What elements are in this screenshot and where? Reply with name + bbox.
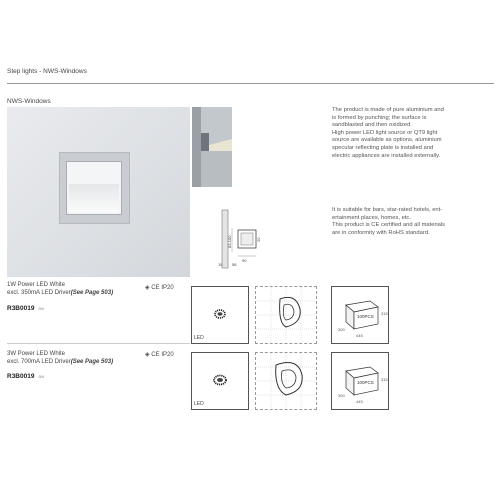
description-line: electric appliances are installed externally. — [332, 152, 441, 159]
diamond-icon: ◈ — [145, 352, 150, 358]
product-divider — [7, 343, 190, 344]
product-2-packaging — [331, 352, 389, 410]
box-dimension: 315 — [381, 311, 388, 316]
box-dimension: 300 — [338, 393, 345, 398]
product-code-suffix: aw — [38, 306, 45, 311]
product-2-led-view — [191, 352, 249, 410]
description-line: High power LED light source or QT9 light — [332, 129, 438, 136]
product-1-led-view — [191, 286, 249, 344]
section-title: NWS-Windows — [7, 98, 51, 105]
description-line: ertainment places, homes, etc. — [332, 214, 411, 221]
ce-mark-icon: CE — [151, 285, 160, 291]
dim-label: 15 — [218, 262, 223, 267]
ce-mark-icon: CE — [151, 352, 160, 358]
product-1-beam-diagram — [255, 286, 317, 344]
description-line: The product is made of pure aluminium and — [332, 107, 444, 113]
box-quantity: 100PCS — [357, 380, 374, 385]
product-1-packaging — [331, 286, 389, 344]
product-2-code — [7, 373, 44, 380]
box-dimension: 445 — [356, 333, 363, 338]
dim-label: 58 — [232, 262, 237, 267]
diamond-icon: ◈ — [145, 285, 150, 291]
breadcrumb: Step lights - NWS-Windows — [7, 68, 87, 75]
description-line: It is suitable for bars, star-rated hotels, ent- — [332, 207, 443, 213]
page-reference-link[interactable]: (See Page 503) — [70, 359, 114, 365]
dimension-drawing — [210, 208, 270, 272]
box-quantity: 100PCS — [357, 314, 374, 319]
product-2-power: 3W Power LED White — [7, 351, 66, 357]
driver-text: excl. 350mA LED Driver — [7, 290, 71, 296]
description-line: specular reflecting plate is installed and — [332, 144, 434, 151]
box-dimension: 315 — [381, 377, 388, 382]
beam-pattern-diagram — [256, 353, 316, 409]
dim-label: 20 — [256, 237, 261, 242]
installation-image — [192, 107, 232, 187]
beam-pattern-diagram — [256, 287, 316, 343]
page-reference-link[interactable]: (See Page 503) — [70, 290, 114, 296]
description-line: This product is CE certified and all materials — [332, 222, 446, 229]
box-dimension: 300 — [338, 327, 345, 332]
description-usage — [332, 207, 492, 237]
product-1-driver — [7, 290, 113, 297]
dim-label: 90 — [242, 258, 247, 263]
led-label: LED — [194, 401, 204, 407]
product-1-power: 1W Power LED White — [7, 282, 66, 288]
product-2-beam-diagram — [255, 352, 317, 410]
dim-label: 83-100 — [227, 235, 232, 248]
description-line: source are available as options, aluminium — [332, 137, 442, 144]
ip-rating: IP20 — [161, 352, 174, 358]
product-2-driver — [7, 359, 113, 366]
description-line: sandblasted and then oxidized. — [332, 122, 412, 129]
product-code: R3B0019 — [7, 373, 35, 380]
description-line: are in conformity with RoHS standard. — [332, 229, 430, 236]
description-line: is formed by punching; the surface is — [332, 114, 427, 121]
product-1-certs — [145, 284, 174, 291]
description-materials — [332, 107, 492, 160]
product-1-code — [7, 305, 44, 312]
driver-text: excl. 700mA LED Driver — [7, 359, 71, 365]
product-code-suffix: aw — [38, 374, 45, 379]
box-dimension: 445 — [356, 399, 363, 404]
led-label: LED — [194, 335, 204, 341]
ip-rating: IP20 — [161, 285, 174, 291]
product-code: R3B0019 — [7, 305, 35, 312]
product-light-area — [69, 184, 119, 212]
header-divider — [7, 83, 494, 84]
product-2-certs — [145, 351, 174, 358]
